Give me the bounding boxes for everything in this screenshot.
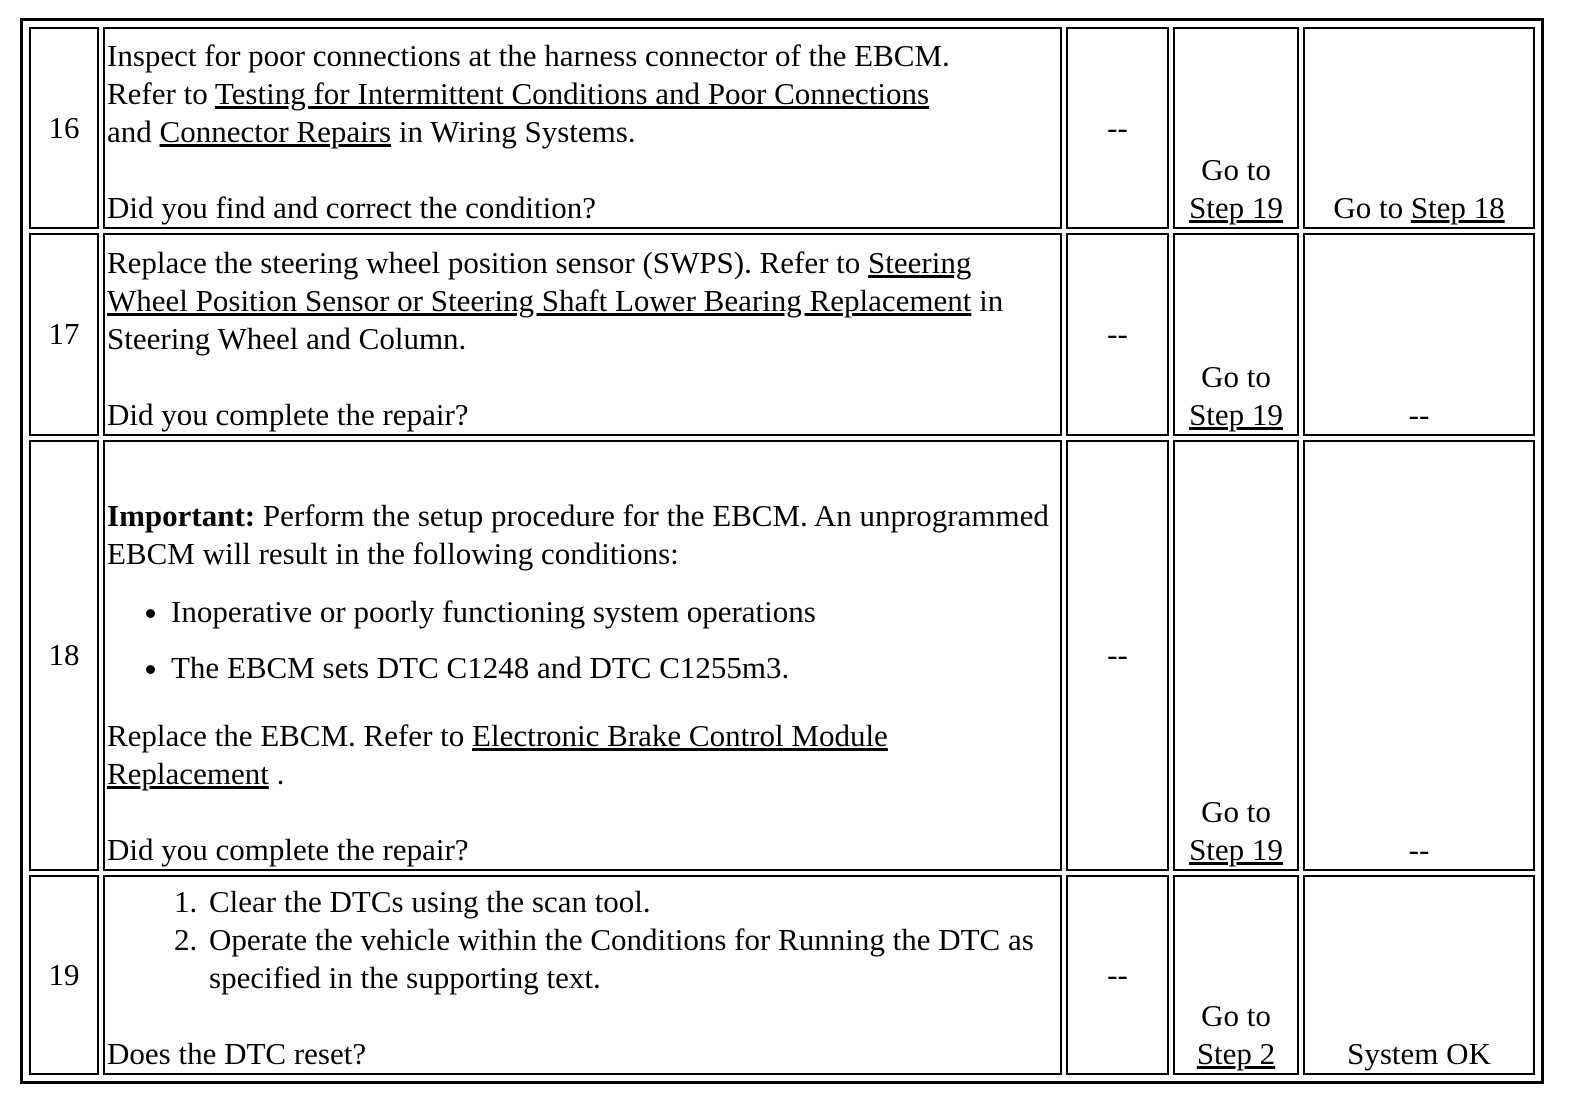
replace-text: Replace the EBCM. Refer to [107,717,473,753]
yes-cell [1173,875,1299,1075]
table-row-step-19 [29,875,1535,1075]
suffix-text: in Wiring Systems. [391,114,636,150]
link-go-to-step-18[interactable]: Step 18 [1410,190,1505,226]
table-row-step-18 [29,440,1535,871]
important-text: Perform the setup procedure for the EBCM. An unprogrammed EBCM will result in the following conditions: [107,497,1049,571]
no-cell: System OK [1303,875,1535,1075]
table-row-step-17 [29,233,1535,435]
no-cell [1303,27,1535,229]
link-go-to-step-19[interactable]: Step 19 [1189,396,1283,432]
step-question: Did you complete the repair? [107,396,469,432]
link-ebcm-replacement[interactable]: Electronic Brake Control Module Replacement [107,717,888,791]
list-item: 2. Operate the vehicle within the Conditions for Running the DTC as specified in the supporting text. [205,921,1057,997]
step-question: Did you find and correct the condition? [107,190,596,226]
suffix-text: in Steering Wheel and Column. [107,282,1004,356]
step-action [103,440,1062,871]
conditions-list [107,593,1057,687]
diagnostic-table-frame [20,18,1544,1084]
step-number: 17 [29,233,99,435]
yes-prefix: Go to [1201,998,1271,1033]
suffix-text: . [268,755,285,791]
yes-cell [1173,440,1299,871]
action-text: Replace the steering wheel position sensor (SWPS). Refer to [107,244,869,280]
link-go-to-step-19[interactable]: Step 19 [1189,831,1283,867]
step-action [103,233,1062,435]
no-cell: -- [1303,440,1535,871]
link-go-to-step-2[interactable]: Step 2 [1196,1036,1276,1071]
list-item: • The EBCM sets DTC C1248 and DTC C1255m3. [171,649,1057,687]
no-cell: -- [1303,233,1535,435]
list-item: • Inoperative or poorly functioning system operations [171,593,1057,631]
step-question: Did you complete the repair? [107,831,469,867]
yes-prefix: Go to [1201,152,1271,188]
step-value: -- [1066,27,1169,229]
link-go-to-step-19[interactable]: Step 19 [1189,190,1283,226]
action-text: Inspect for poor connections at the harness connector of the EBCM. [107,38,950,74]
link-connector-repairs[interactable]: Connector Repairs [159,114,392,150]
step-number: 18 [29,440,99,871]
step-value: -- [1066,233,1169,435]
step-question: Does the DTC reset? [107,1036,367,1071]
step-action [103,27,1062,229]
and-text: and [107,114,160,150]
link-testing-intermittent-conditions[interactable]: Testing for Intermittent Conditions and Poor Connections [214,76,930,112]
important-label: Important: [107,497,256,533]
yes-prefix: Go to [1201,793,1271,829]
diagnostic-steps-table [25,23,1539,1079]
step-value: -- [1066,875,1169,1075]
step-action [103,875,1062,1075]
yes-cell [1173,27,1299,229]
step-number: 19 [29,875,99,1075]
no-prefix: Go to [1333,190,1411,226]
link-steering-wheel-position-sensor-replacement[interactable]: Steering Wheel Position Sensor or Steering Shaft Lower Bearing Replacement [107,244,972,318]
yes-cell [1173,233,1299,435]
step-number: 16 [29,27,99,229]
table-row-step-16 [29,27,1535,229]
procedure-list [107,883,1057,997]
refer-text: Refer to [107,76,215,112]
step-value: -- [1066,440,1169,871]
yes-prefix: Go to [1201,358,1271,394]
list-item: 1. Clear the DTCs using the scan tool. [205,883,1057,921]
